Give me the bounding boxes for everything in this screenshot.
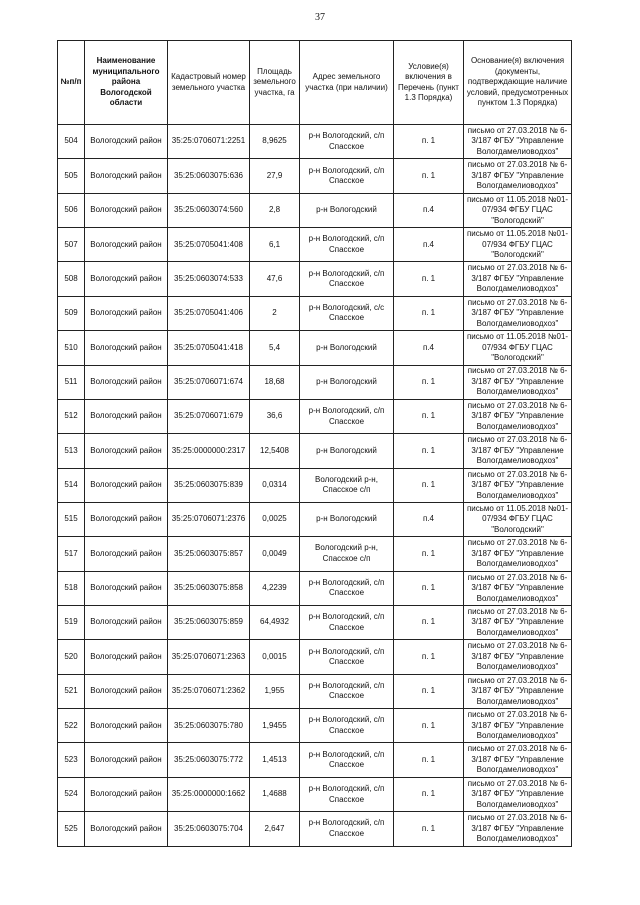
row-number: 522 [58,709,85,743]
area-value: 2,647 [250,812,300,846]
district-name: Вологодский район [85,262,168,296]
inclusion-condition: п. 1 [394,606,464,640]
inclusion-basis: письмо от 27.03.2018 № 6-3/187 ФГБУ "Управление Вологдамелиоводхоз" [464,777,572,811]
inclusion-basis: письмо от 27.03.2018 № 6-3/187 ФГБУ "Управление Вологдамелиоводхоз" [464,571,572,605]
table-row [58,296,572,330]
district-name: Вологодский район [85,228,168,262]
inclusion-basis: письмо от 27.03.2018 № 6-3/187 ФГБУ "Управление Вологдамелиоводхоз" [464,743,572,777]
row-number: 521 [58,674,85,708]
inclusion-basis: письмо от 27.03.2018 № 6-3/187 ФГБУ "Управление Вологдамелиоводхоз" [464,709,572,743]
area-value: 0,0015 [250,640,300,674]
cadastral-number: 35:25:0603075:857 [168,537,250,571]
cadastral-number: 35:25:0603075:839 [168,468,250,502]
area-value: 6,1 [250,228,300,262]
cadastral-number: 35:25:0705041:406 [168,296,250,330]
area-value: 18,68 [250,365,300,399]
inclusion-condition: п. 1 [394,159,464,193]
inclusion-basis: письмо от 27.03.2018 № 6-3/187 ФГБУ "Управление Вологдамелиоводхоз" [464,812,572,846]
area-value: 1,4688 [250,777,300,811]
row-number: 507 [58,228,85,262]
district-name: Вологодский район [85,709,168,743]
table-row [58,399,572,433]
area-value: 2,8 [250,193,300,227]
row-number: 524 [58,777,85,811]
cadastral-number: 35:25:0603074:560 [168,193,250,227]
table-row [58,262,572,296]
area-value: 27,9 [250,159,300,193]
row-number: 504 [58,125,85,159]
table-row [58,502,572,536]
land-address: р-н Вологодский, с/п Спасское [300,812,394,846]
row-number: 514 [58,468,85,502]
inclusion-basis: письмо от 27.03.2018 № 6-3/187 ФГБУ "Управление Вологдамелиоводхоз" [464,399,572,433]
land-address: р-н Вологодский [300,434,394,468]
cadastral-number: 35:25:0706071:2376 [168,502,250,536]
table-row [58,434,572,468]
row-number: 517 [58,537,85,571]
land-address: Вологодский р-н, Спасское с/п [300,537,394,571]
row-number: 523 [58,743,85,777]
district-name: Вологодский район [85,640,168,674]
table-row [58,777,572,811]
district-name: Вологодский район [85,812,168,846]
land-address: р-н Вологодский, с/п Спасское [300,640,394,674]
area-value: 47,6 [250,262,300,296]
table-row [58,193,572,227]
inclusion-basis: письмо от 27.03.2018 № 6-3/187 ФГБУ "Управление Вологдамелиоводхоз" [464,262,572,296]
cadastral-number: 35:25:0603075:780 [168,709,250,743]
area-value: 0,0049 [250,537,300,571]
cadastral-number: 35:25:0000000:2317 [168,434,250,468]
land-address: р-н Вологодский, с/п Спасское [300,125,394,159]
cadastral-number: 35:25:0603074:533 [168,262,250,296]
inclusion-condition: п.4 [394,193,464,227]
inclusion-basis: письмо от 27.03.2018 № 6-3/187 ФГБУ "Управление Вологдамелиоводхоз" [464,159,572,193]
land-address: р-н Вологодский, с/п Спасское [300,571,394,605]
inclusion-condition: п. 1 [394,640,464,674]
inclusion-condition: п. 1 [394,743,464,777]
district-name: Вологодский район [85,468,168,502]
inclusion-condition: п. 1 [394,468,464,502]
inclusion-condition: п. 1 [394,571,464,605]
table-row [58,365,572,399]
cadastral-number: 35:25:0706071:2362 [168,674,250,708]
inclusion-basis: письмо от 11.05.2018 №01-07/934 ФГБУ ГЦАС "Вологодский" [464,193,572,227]
area-value: 0,0025 [250,502,300,536]
district-name: Вологодский район [85,674,168,708]
cadastral-number: 35:25:0603075:772 [168,743,250,777]
cadastral-number: 35:25:0603075:636 [168,159,250,193]
row-number: 512 [58,399,85,433]
cadastral-number: 35:25:0706071:2251 [168,125,250,159]
table-row [58,606,572,640]
row-number: 515 [58,502,85,536]
inclusion-basis: письмо от 27.03.2018 № 6-3/187 ФГБУ "Управление Вологдамелиоводхоз" [464,468,572,502]
table-row [58,812,572,846]
inclusion-basis: письмо от 27.03.2018 № 6-3/187 ФГБУ "Управление Вологдамелиоводхоз" [464,365,572,399]
inclusion-basis: письмо от 27.03.2018 № 6-3/187 ФГБУ "Управление Вологдамелиоводхоз" [464,296,572,330]
table-row [58,125,572,159]
land-address: р-н Вологодский, с/п Спасское [300,777,394,811]
header-district: Наименование муниципального района Вологодской области [85,41,168,125]
land-address: р-н Вологодский [300,502,394,536]
district-name: Вологодский район [85,777,168,811]
land-address: р-н Вологодский, с/п Спасское [300,743,394,777]
row-number: 509 [58,296,85,330]
area-value: 5,4 [250,331,300,365]
district-name: Вологодский район [85,743,168,777]
cadastral-number: 35:25:0603075:704 [168,812,250,846]
district-name: Вологодский район [85,537,168,571]
land-address: р-н Вологодский, с/п Спасское [300,399,394,433]
row-number: 506 [58,193,85,227]
table-row [58,674,572,708]
district-name: Вологодский район [85,125,168,159]
table-row [58,468,572,502]
table-row [58,228,572,262]
district-name: Вологодский район [85,296,168,330]
header-cadastral: Кадастровый номер земельного участка [168,41,250,125]
land-address: р-н Вологодский, с/п Спасское [300,606,394,640]
header-num: №п/п [58,41,85,125]
table-row [58,640,572,674]
table-row [58,743,572,777]
row-number: 511 [58,365,85,399]
district-name: Вологодский район [85,571,168,605]
inclusion-condition: п. 1 [394,296,464,330]
land-address: р-н Вологодский, с/п Спасское [300,228,394,262]
inclusion-condition: п. 1 [394,399,464,433]
inclusion-condition: п. 1 [394,365,464,399]
inclusion-basis: письмо от 11.05.2018 №01-07/934 ФГБУ ГЦАС "Вологодский" [464,228,572,262]
inclusion-condition: п. 1 [394,674,464,708]
row-number: 519 [58,606,85,640]
district-name: Вологодский район [85,365,168,399]
area-value: 0,0314 [250,468,300,502]
area-value: 8,9625 [250,125,300,159]
district-name: Вологодский район [85,434,168,468]
cadastral-number: 35:25:0603075:858 [168,571,250,605]
cadastral-number: 35:25:0706071:679 [168,399,250,433]
row-number: 520 [58,640,85,674]
district-name: Вологодский район [85,399,168,433]
area-value: 64,4932 [250,606,300,640]
row-number: 525 [58,812,85,846]
header-area: Площадь земельного участка, га [250,41,300,125]
inclusion-condition: п. 1 [394,125,464,159]
area-value: 4,2239 [250,571,300,605]
inclusion-condition: п. 1 [394,777,464,811]
district-name: Вологодский район [85,159,168,193]
district-name: Вологодский район [85,502,168,536]
table-row [58,331,572,365]
area-value: 36,6 [250,399,300,433]
land-address: р-н Вологодский [300,331,394,365]
inclusion-condition: п. 1 [394,434,464,468]
table-row [58,571,572,605]
land-address: р-н Вологодский, с/п Спасское [300,674,394,708]
inclusion-condition: п. 1 [394,709,464,743]
inclusion-basis: письмо от 27.03.2018 № 6-3/187 ФГБУ "Управление Вологдамелиоводхоз" [464,537,572,571]
cadastral-number: 35:25:0706071:2363 [168,640,250,674]
header-row [58,41,572,125]
district-name: Вологодский район [85,193,168,227]
inclusion-basis: письмо от 27.03.2018 № 6-3/187 ФГБУ "Управление Вологдамелиоводхоз" [464,434,572,468]
cadastral-number: 35:25:0603075:859 [168,606,250,640]
table-row [58,159,572,193]
inclusion-condition: п.4 [394,228,464,262]
table-row [58,709,572,743]
cadastral-number: 35:25:0000000:1662 [168,777,250,811]
district-name: Вологодский район [85,331,168,365]
land-registry-table [57,40,572,847]
header-basis: Основание(я) включения (документы, подтверждающие наличие условий, предусмотренных пунктом 1.3 Порядка) [464,41,572,125]
row-number: 505 [58,159,85,193]
area-value: 2 [250,296,300,330]
cadastral-number: 35:25:0706071:674 [168,365,250,399]
inclusion-basis: письмо от 27.03.2018 № 6-3/187 ФГБУ "Управление Вологдамелиоводхоз" [464,640,572,674]
cadastral-number: 35:25:0705041:408 [168,228,250,262]
inclusion-condition: п.4 [394,331,464,365]
land-address: р-н Вологодский, с/с Спасское [300,296,394,330]
row-number: 508 [58,262,85,296]
area-value: 1,4513 [250,743,300,777]
inclusion-condition: п.4 [394,502,464,536]
inclusion-basis: письмо от 27.03.2018 № 6-3/187 ФГБУ "Управление Вологдамелиоводхоз" [464,606,572,640]
row-number: 518 [58,571,85,605]
inclusion-condition: п. 1 [394,812,464,846]
area-value: 1,955 [250,674,300,708]
land-address: р-н Вологодский [300,193,394,227]
inclusion-basis: письмо от 11.05.2018 №01-07/934 ФГБУ ГЦАС "Вологодский" [464,502,572,536]
land-address: р-н Вологодский [300,365,394,399]
table-row [58,537,572,571]
header-condition: Условие(я) включения в Перечень (пункт 1.3 Порядка) [394,41,464,125]
inclusion-condition: п. 1 [394,262,464,296]
land-address: р-н Вологодский, с/п Спасское [300,709,394,743]
inclusion-condition: п. 1 [394,537,464,571]
header-address: Адрес земельного участка (при наличии) [300,41,394,125]
area-value: 12,5408 [250,434,300,468]
inclusion-basis: письмо от 11.05.2018 №01-07/934 ФГБУ ГЦАС "Вологодский" [464,331,572,365]
area-value: 1,9455 [250,709,300,743]
row-number: 513 [58,434,85,468]
inclusion-basis: письмо от 27.03.2018 № 6-3/187 ФГБУ "Управление Вологдамелиоводхоз" [464,674,572,708]
page-number: 37 [315,12,325,23]
inclusion-basis: письмо от 27.03.2018 № 6-3/187 ФГБУ "Управление Вологдамелиоводхоз" [464,125,572,159]
land-address: р-н Вологодский, с/п Спасское [300,159,394,193]
cadastral-number: 35:25:0705041:418 [168,331,250,365]
land-address: р-н Вологодский, с/п Спасское [300,262,394,296]
district-name: Вологодский район [85,606,168,640]
row-number: 510 [58,331,85,365]
land-address: Вологодский р-н, Спасское с/п [300,468,394,502]
